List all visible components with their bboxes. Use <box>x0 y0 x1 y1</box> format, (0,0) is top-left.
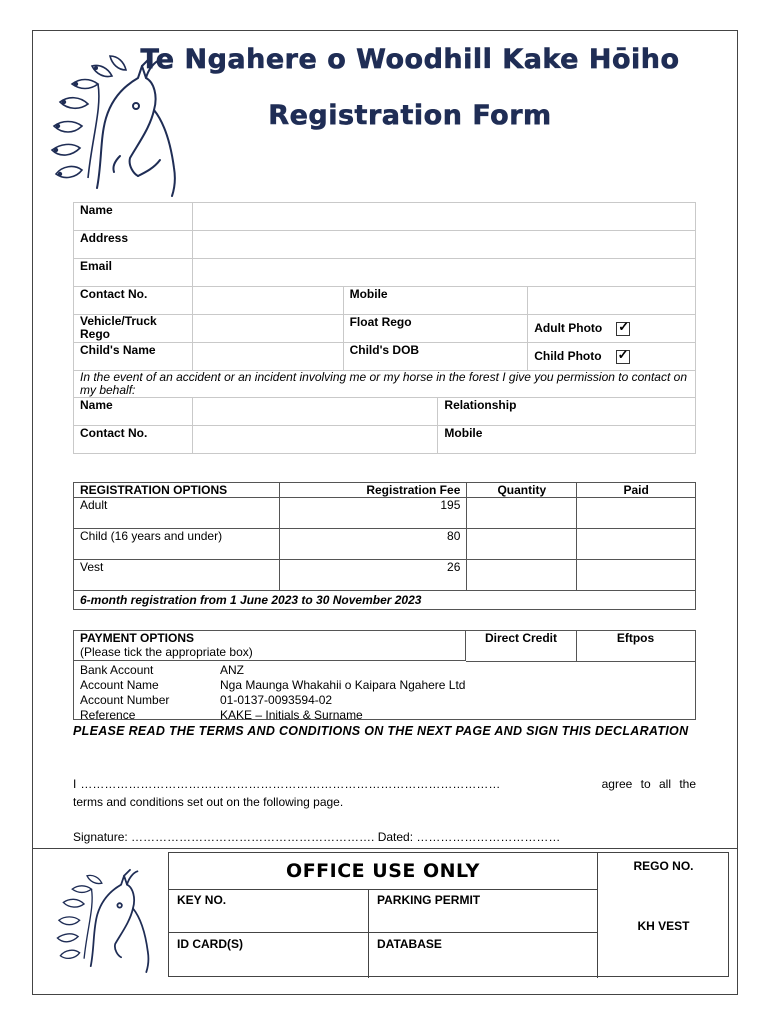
form-title-line1 <box>80 44 740 75</box>
registration-table <box>73 482 696 610</box>
mobile-field[interactable] <box>528 287 696 315</box>
contact-field[interactable] <box>192 287 343 315</box>
adult-photo-label: Adult Photo <box>534 321 603 336</box>
address-label: Address <box>74 231 193 259</box>
emergency-note: In the event of an accident or an incident involving me or my horse in the forest I give you permission to contact on my behalf: <box>74 371 696 398</box>
declaration-heading: PLEASE READ THE TERMS AND CONDITIONS ON THE NEXT PAGE AND SIGN THIS DECLARATION <box>73 724 689 738</box>
personal-details-table <box>73 202 696 454</box>
name-label: Name <box>74 203 193 231</box>
emergency-mobile-label: Mobile <box>438 426 696 454</box>
title-text-1: Te Ngahere o Woodhill Kake Hōiho <box>140 44 680 75</box>
child-name-field[interactable] <box>192 343 343 371</box>
account-name-label: Account Name <box>80 678 159 692</box>
account-name-value: Nga Maunga Whakahii o Kaipara Ngahere Ltd <box>220 678 466 692</box>
adult-photo-cell <box>528 315 696 343</box>
reg-fee-vest: 26 <box>279 560 467 591</box>
account-number-value: 01-0137-0093594-02 <box>220 693 333 707</box>
key-no-cell[interactable]: KEY NO. <box>169 889 369 933</box>
child-photo-cell <box>528 343 696 371</box>
declaration-line2: terms and conditions set out on the following page. <box>73 795 344 809</box>
reg-header-quantity: Quantity <box>467 483 577 498</box>
eftpos-option[interactable]: Eftpos <box>576 631 695 662</box>
email-label: Email <box>74 259 193 287</box>
reg-fee-child: 80 <box>279 529 467 560</box>
emergency-name-field[interactable] <box>192 398 437 426</box>
child-dob-label: Child's DOB <box>343 343 528 371</box>
id-cards-cell[interactable]: ID CARD(S) <box>169 933 369 978</box>
reg-option-vest: Vest <box>74 560 280 591</box>
payment-subtitle: (Please tick the appropriate box) <box>80 645 253 659</box>
reg-header-options: REGISTRATION OPTIONS <box>74 483 280 498</box>
email-field[interactable] <box>192 259 695 287</box>
bank-account-value: ANZ <box>220 663 244 677</box>
section-divider <box>32 848 738 849</box>
emergency-name-label: Name <box>74 398 193 426</box>
signature-line[interactable]: Signature: ……………………………………………………. Dated: ……………………………… <box>73 830 561 844</box>
reg-header-paid: Paid <box>577 483 696 498</box>
declaration-name-blank[interactable]: …………………………………………………………………………………………… <box>80 777 501 791</box>
reg-qty-vest[interactable] <box>467 560 577 591</box>
account-number-label: Account Number <box>80 693 170 707</box>
child-photo-checkbox[interactable] <box>616 350 630 364</box>
payment-options-box <box>73 630 696 720</box>
reg-header-fee: Registration Fee <box>279 483 467 498</box>
reference-label: Reference <box>80 708 136 722</box>
mobile-label: Mobile <box>343 287 528 315</box>
payment-title: PAYMENT OPTIONS <box>80 631 195 645</box>
reg-fee-adult: 195 <box>279 498 467 529</box>
parking-permit-cell[interactable]: PARKING PERMIT <box>369 889 597 933</box>
child-photo-label: Child Photo <box>534 349 602 364</box>
reg-qty-child[interactable] <box>467 529 577 560</box>
reg-paid-adult[interactable] <box>577 498 696 529</box>
horse-logo-small <box>50 862 150 974</box>
reg-option-child: Child (16 years and under) <box>74 529 280 560</box>
reg-period-note: 6-month registration from 1 June 2023 to 30 November 2023 <box>74 591 696 610</box>
emergency-contact-field[interactable] <box>192 426 437 454</box>
payment-title-cell <box>74 631 466 661</box>
form-title-line2 <box>80 100 740 131</box>
vehicle-label: Vehicle/Truck Rego <box>74 315 193 343</box>
float-rego-label: Float Rego <box>343 315 528 343</box>
reg-paid-vest[interactable] <box>577 560 696 591</box>
declaration-agree: agree to all the <box>601 777 696 791</box>
declaration-line1 <box>73 777 696 791</box>
relationship-label: Relationship <box>438 398 696 426</box>
title-text-2: Registration Form <box>268 100 552 131</box>
reg-qty-adult[interactable] <box>467 498 577 529</box>
name-field[interactable] <box>192 203 695 231</box>
emergency-contact-label: Contact No. <box>74 426 193 454</box>
bank-details <box>80 663 465 723</box>
reference-value: KAKE – Initials & Surname <box>220 708 363 722</box>
office-use-box <box>168 852 729 977</box>
declaration-i: I <box>73 777 77 791</box>
child-name-label: Child's Name <box>74 343 193 371</box>
reg-option-adult: Adult <box>74 498 280 529</box>
office-use-title: OFFICE USE ONLY <box>169 853 597 890</box>
contact-label: Contact No. <box>74 287 193 315</box>
vehicle-field[interactable] <box>192 315 343 343</box>
address-field[interactable] <box>192 231 695 259</box>
database-cell[interactable]: DATABASE <box>377 937 442 951</box>
direct-credit-option[interactable]: Direct Credit <box>466 631 577 662</box>
rego-no-label: REGO NO. <box>633 859 694 873</box>
adult-photo-checkbox[interactable] <box>616 322 630 336</box>
kh-vest-label: KH VEST <box>637 919 690 933</box>
bank-account-label: Bank Account <box>80 663 154 677</box>
reg-paid-child[interactable] <box>577 529 696 560</box>
